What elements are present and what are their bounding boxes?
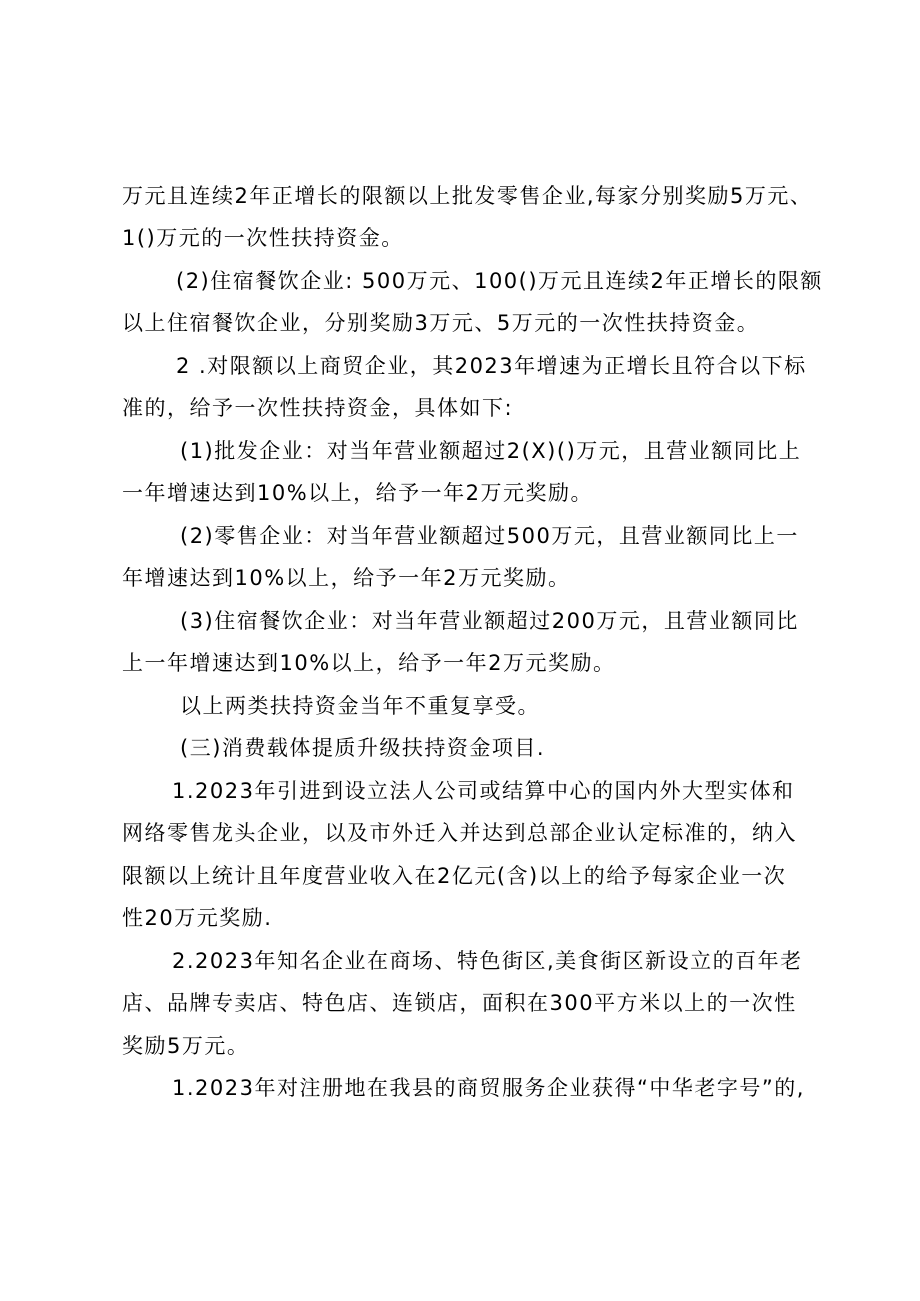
text-line-4: 以上住宿餐饮企业，分别奖励3万元、5万元的一次性扶持资金。 (122, 311, 760, 335)
text-line-17: 限额以上统计且年度营业收入在2亿元(含)以上的给予每家企业一次 (122, 864, 787, 888)
text-line-10: 年增速达到10%以上，给予一年2万元奖励。 (122, 566, 571, 590)
text-line-20: 店、品牌专卖店、特色店、连锁店，面积在300平方米以上的一次性 (122, 991, 797, 1015)
text-line-19: 2.2023年知名企业在商场、特色街区,美食街区新设立的百年老 (172, 949, 803, 973)
text-line-5: 2 .对限额以上商贸企业，其2023年增速为正增长且符合以下标 (176, 354, 807, 378)
text-line-14: (三)消费载体提质升级扶持资金项目. (180, 736, 546, 760)
text-line-13: 以上两类扶持资金当年不重复享受。 (180, 694, 540, 718)
text-line-15: 1.2023年引进到设立法人公司或结算中心的国内外大型实体和 (172, 779, 795, 803)
text-line-1: 万元且连续2年正增长的限额以上批发零售企业,每家分别奖励5万元、 (122, 184, 813, 208)
text-line-9: (2)零售企业：对当年营业额超过500万元，且营业额同比上一 (180, 524, 799, 548)
text-line-6: 准的，给予一次性扶持资金，具体如下: (122, 396, 514, 420)
text-line-2: 1()万元的一次性扶持资金。 (122, 226, 404, 250)
text-line-16: 网络零售龙头企业，以及市外迁入并达到总部企业认定标准的，纳入 (122, 821, 797, 845)
text-line-21: 奖励5万元。 (122, 1034, 250, 1058)
text-line-22: 1.2023年对注册地在我县的商贸服务企业获得“中华老字号”的, (172, 1076, 805, 1100)
text-line-12: 上一年增速达到10%以上，给予一年2万元奖励。 (122, 651, 616, 675)
text-line-18: 性20万元奖励. (122, 906, 273, 930)
text-line-8: 一年增速达到10%以上，给予一年2万元奖励。 (122, 481, 594, 505)
text-line-7: (1)批发企业：对当年营业额超过2(X)()万元，且营业额同比上 (180, 439, 802, 463)
text-line-3: (2)住宿餐饮企业: 500万元、100()万元且连续2年正增长的限额 (176, 269, 823, 293)
text-line-11: (3)住宿餐饮企业：对当年营业额超过200万元，且营业额同比 (180, 609, 799, 633)
